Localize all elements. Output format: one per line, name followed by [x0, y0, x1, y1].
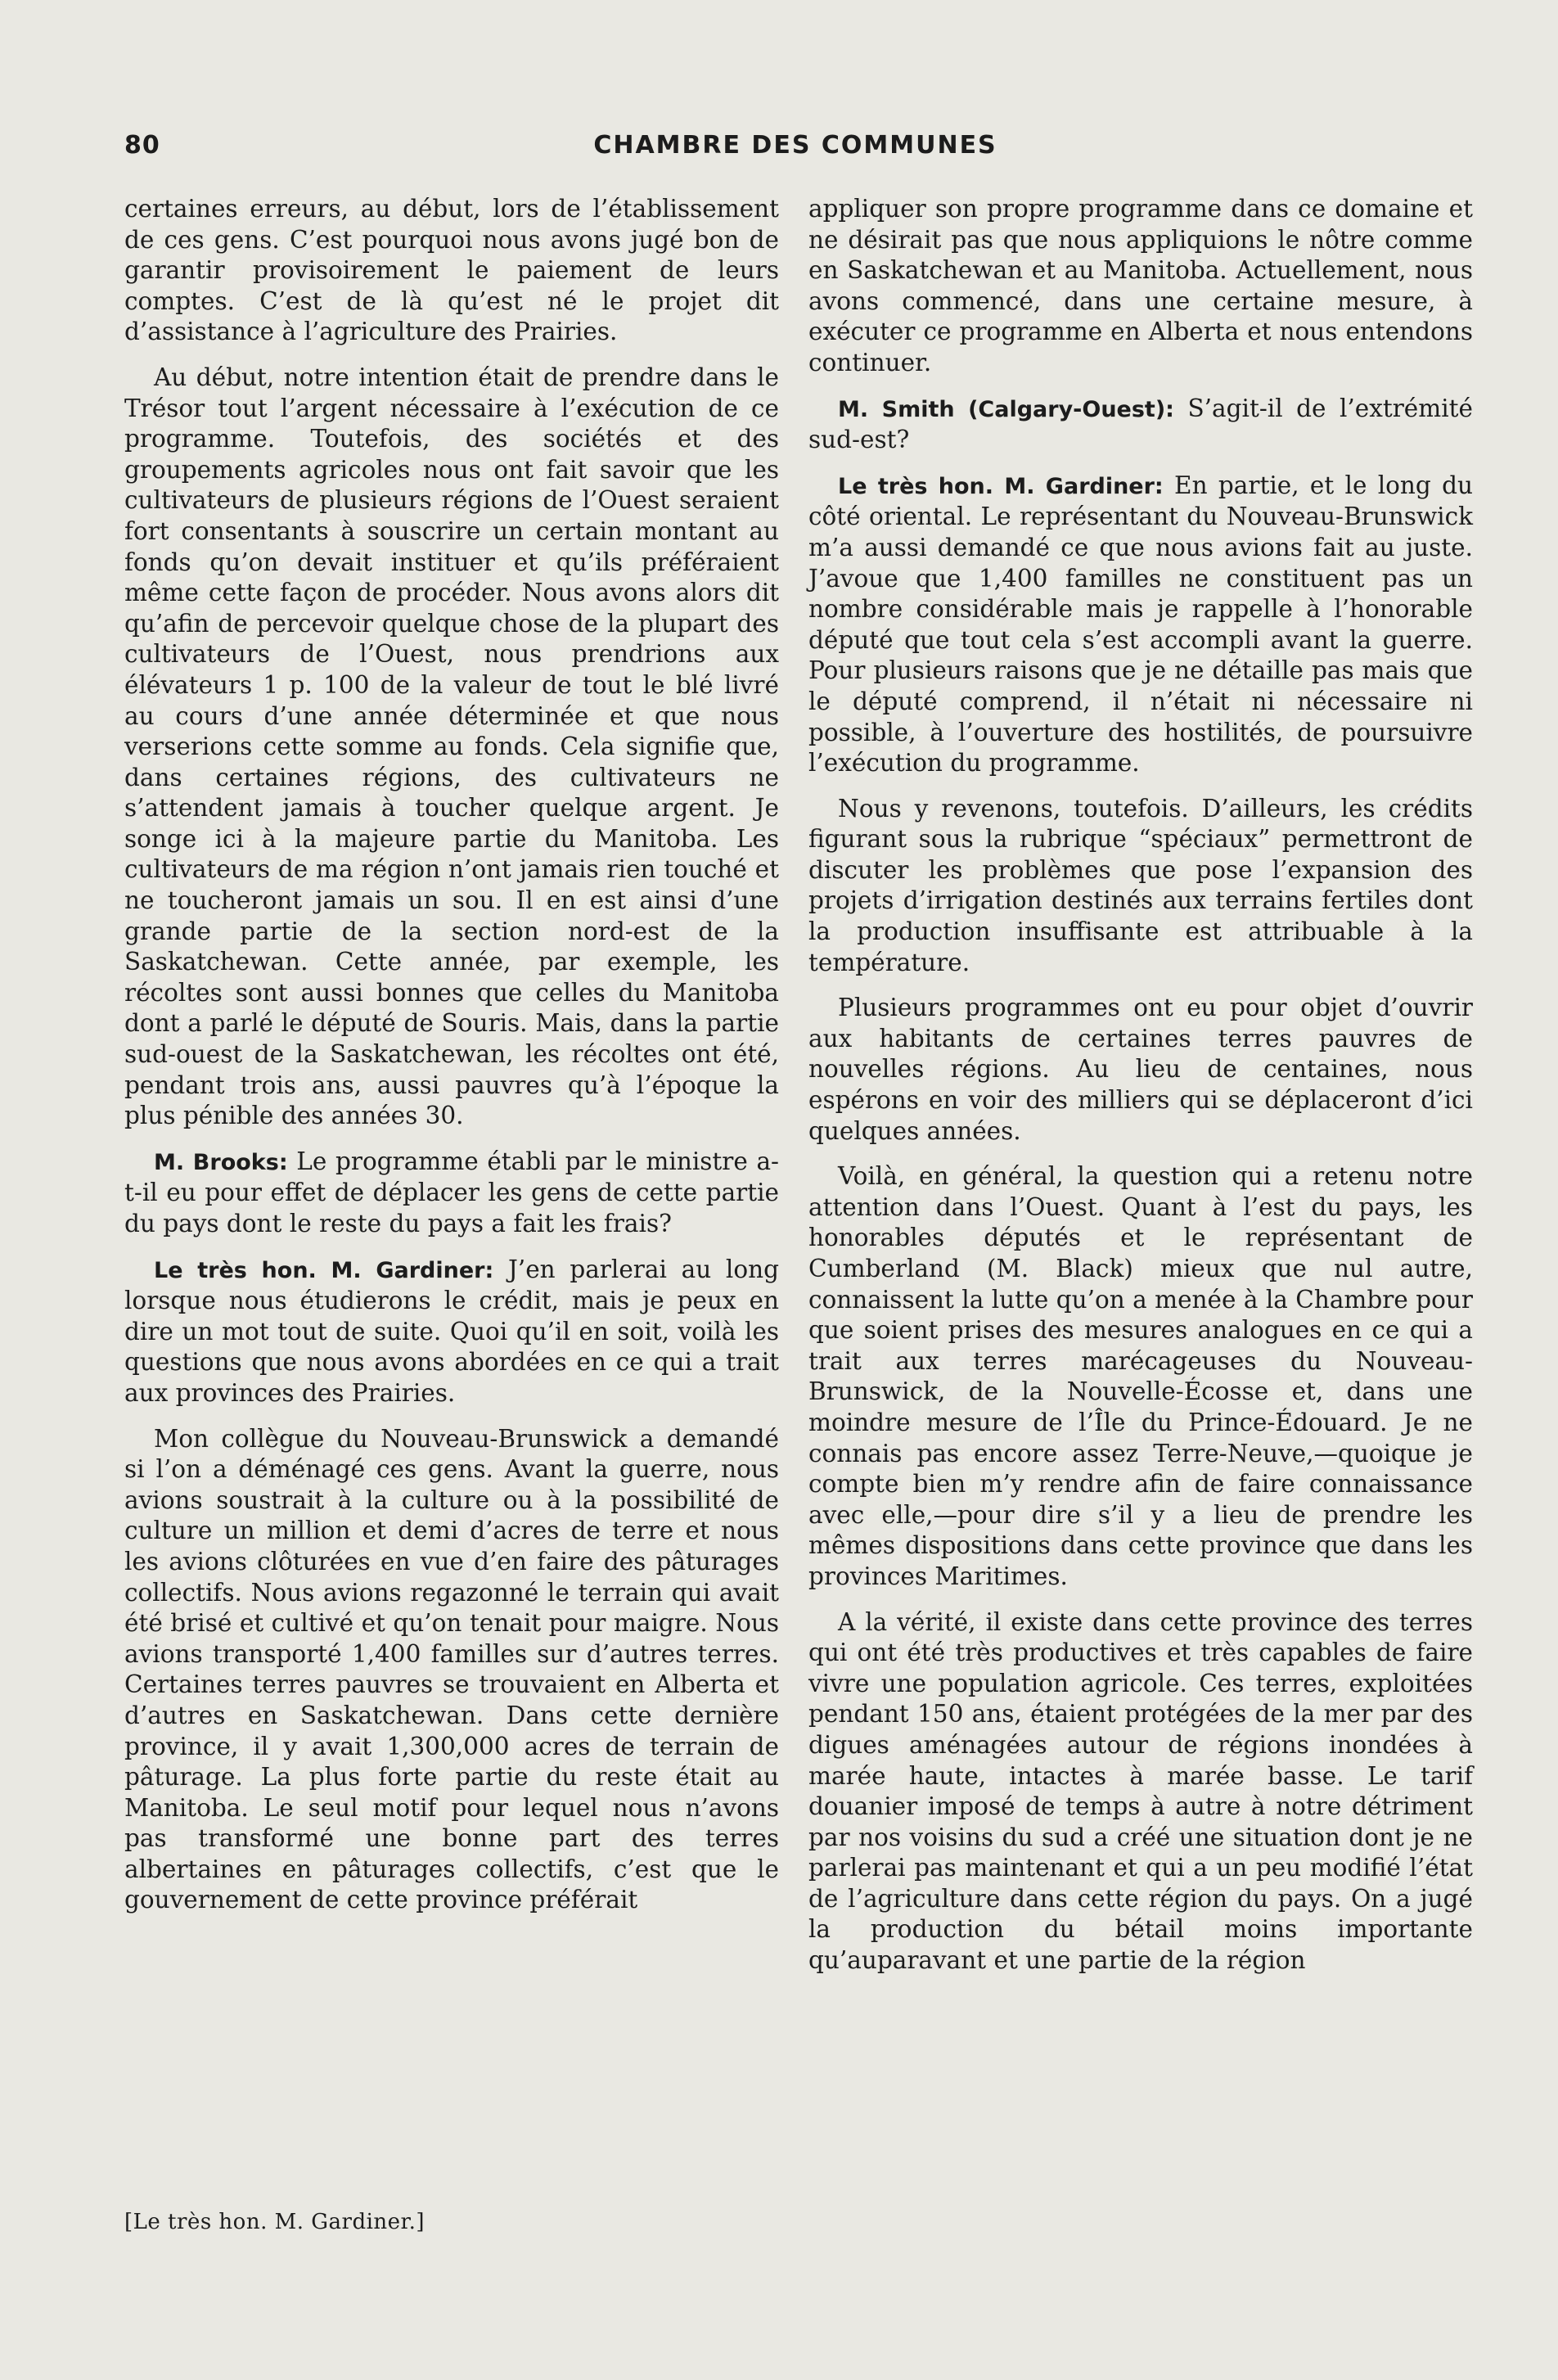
- running-title: CHAMBRE DES COMMUNES: [593, 131, 997, 160]
- left-column: [124, 194, 779, 1931]
- speaker-name: M. Smith (Calgary-Ouest):: [838, 396, 1174, 422]
- speaker-name: Le très hon. M. Gardiner:: [838, 473, 1164, 499]
- paragraph: Au début, notre intention était de prendre dans le Trésor tout l’argent nécessaire à l’exécution de ce programme. Toutefois, des sociétés et des groupements agricoles nous ont fait savoir que les cultivateurs de plusieurs régions de l’Ouest seraient fort consentants à souscrire un certain montant au fonds qu’on devait instituer et qu’ils préféraient même cette façon de procéder. Nous avons alors dit qu’afin de percevoir quelque chose de la plupart des cultivateurs de l’Ouest, nous prendrions aux élévateurs 1 p. 100 de la valeur de tout le blé livré au cours d’une année déterminée et que nous verserions cette somme au fonds. Cela signifie que, dans certaines régions, des cultivateurs ne s’attendent jamais à toucher quelque argent. Je songe ici à la majeure partie du Manitoba. Les cultivateurs de ma région n’ont jamais rien touché et ne toucheront jamais un sou. Il en est ainsi d’une grande partie de la section nord-est de la Saskatchewan. Cette année, par exemple, les récoltes sont aussi bonnes que celles du Manitoba dont a parlé le député de Souris. Mais, dans la partie sud-ouest de la Saskatchewan, les récoltes ont été, pendant trois ans, aussi pauvres qu’à l’époque la plus pénible des années 30.: [124, 363, 779, 1130]
- speech-paragraph: [808, 394, 1473, 456]
- paragraph: A la vérité, il existe dans cette province des terres qui ont été très productives et très capables de faire vivre une population agricole. Ces terres, exploitées pendant 150 ans, étaient protégées de la mer par des digues aménagées autour de régions inondées à marée haute, intactes à marée basse. Le tarif douanier imposé de temps à autre à notre détriment par nos voisins du sud a créé une situation dont je ne parlerai pas maintenant et qui a un peu modifié l’état de l’agriculture dans cette région du pays. On a jugé la production du bétail moins importante qu’auparavant et une partie de la région: [808, 1607, 1473, 1975]
- speech-text: J’en parlerai au long lorsque nous étudierons le crédit, mais je peux en dire un mot tout de suite. Quoi qu’il en soit, voilà les questions que nous avons abordées en ce qui a trait aux provinces des Prairies.: [124, 1255, 779, 1407]
- right-column: [808, 194, 1473, 1991]
- speech-text: Le programme établi par le ministre a-t-il eu pour effet de déplacer les gens de cette partie du pays dont le reste du pays a fait les frais?: [124, 1147, 780, 1237]
- paragraph: Plusieurs programmes ont eu pour objet d’ouvrir aux habitants de certaines terres pauvres de nouvelles régions. Au lieu de centaines, nous espérons en voir des milliers qui se déplaceront d’ici quelques années.: [808, 994, 1473, 1145]
- speech-paragraph: [124, 1255, 779, 1409]
- page-header: [124, 131, 1466, 172]
- speaker-name: Le très hon. M. Gardiner:: [154, 1257, 494, 1283]
- paragraph: Voilà, en général, la question qui a retenu notre attention dans l’Ouest. Quant à l’est du pays, les honorables députés et le représentant de Cumberland (M. Black) mieux que nul autre, connaissent la lutte qu’on a menée à la Chambre pour que soient prises des mesures analogues en ce qui a trait aux terres marécageuses du Nouveau-Brunswick, de la Nouvelle-Écosse et, dans une moindre mesure de l’Île du Prince-Édouard. Je ne connais pas encore assez Terre-Neuve,—quoique je compte bien m’y rendre afin de faire connaissance avec elle,—pour dire s’il y a lieu de prendre les mêmes dispositions dans cette province que dans les provinces Maritimes.: [808, 1162, 1473, 1590]
- speech-paragraph: [808, 471, 1473, 779]
- paragraph: certaines erreurs, au début, lors de l’établissement de ces gens. C’est pourquoi nous avons jugé bon de garantir provisoirement le paiement de leurs comptes. C’est de là qu’est né le projet dit d’assistance à l’agriculture des Prairies.: [124, 195, 779, 346]
- speaker-attribution: [Le très hon. M. Gardiner.]: [124, 2210, 426, 2234]
- speech-text: En partie, et le long du côté oriental. Le représentant du Nouveau-Brunswick m’a aussi demandé ce que nous avions fait au juste. J’avoue que 1,400 familles ne constituent pas un nombre considérable mais je rappelle à l’honorable député que tout cela s’est accompli avant la guerre. Pour plusieurs raisons que je ne détaille pas mais que le député comprend, il n’était ni nécessaire ni possible, à l’ouverture des hostilités, de poursuivre l’exécution du programme.: [808, 471, 1473, 778]
- paragraph: appliquer son propre programme dans ce domaine et ne désirait pas que nous appliquions le nôtre comme en Saskatchewan et au Manitoba. Actuellement, nous avons commencé, dans une certaine mesure, à exécuter ce programme en Alberta et nous entendons continuer.: [808, 195, 1473, 376]
- speech-paragraph: [124, 1147, 779, 1240]
- speaker-name: M. Brooks:: [154, 1149, 288, 1175]
- paragraph: Mon collègue du Nouveau-Brunswick a demandé si l’on a déménagé ces gens. Avant la guerre, nous avions soustrait à la culture ou à la possibilité de culture un million et demi d’acres de terre et nous les avions clôturées en vue d’en faire des pâturages collectifs. Nous avions regazonné le terrain qui avait été brisé et cultivé et qu’on tenait pour maigre. Nous avions transporté 1,400 familles sur d’autres terres. Certaines terres pauvres se trouvaient en Alberta et d’autres en Saskatchewan. Dans cette dernière province, il y avait 1,300,000 acres de terrain de pâturage. La plus forte partie du reste était au Manitoba. Le seul motif pour lequel nous n’avons pas transformé une bonne part des terres albertaines en pâturages collectifs, c’est que le gouvernement de cette province préférait: [124, 1424, 779, 1914]
- page-number: 80: [124, 131, 160, 160]
- paragraph: Nous y revenons, toutefois. D’ailleurs, les crédits figurant sous la rubrique “spéciaux” permettront de discuter les problèmes que pose l’expansion des projets d’irrigation destinés aux terrains fertiles dont la production insuffisante est attribuable à la température.: [808, 794, 1473, 976]
- speech-text: S’agit-il de l’extrémité sud-est?: [808, 394, 1473, 454]
